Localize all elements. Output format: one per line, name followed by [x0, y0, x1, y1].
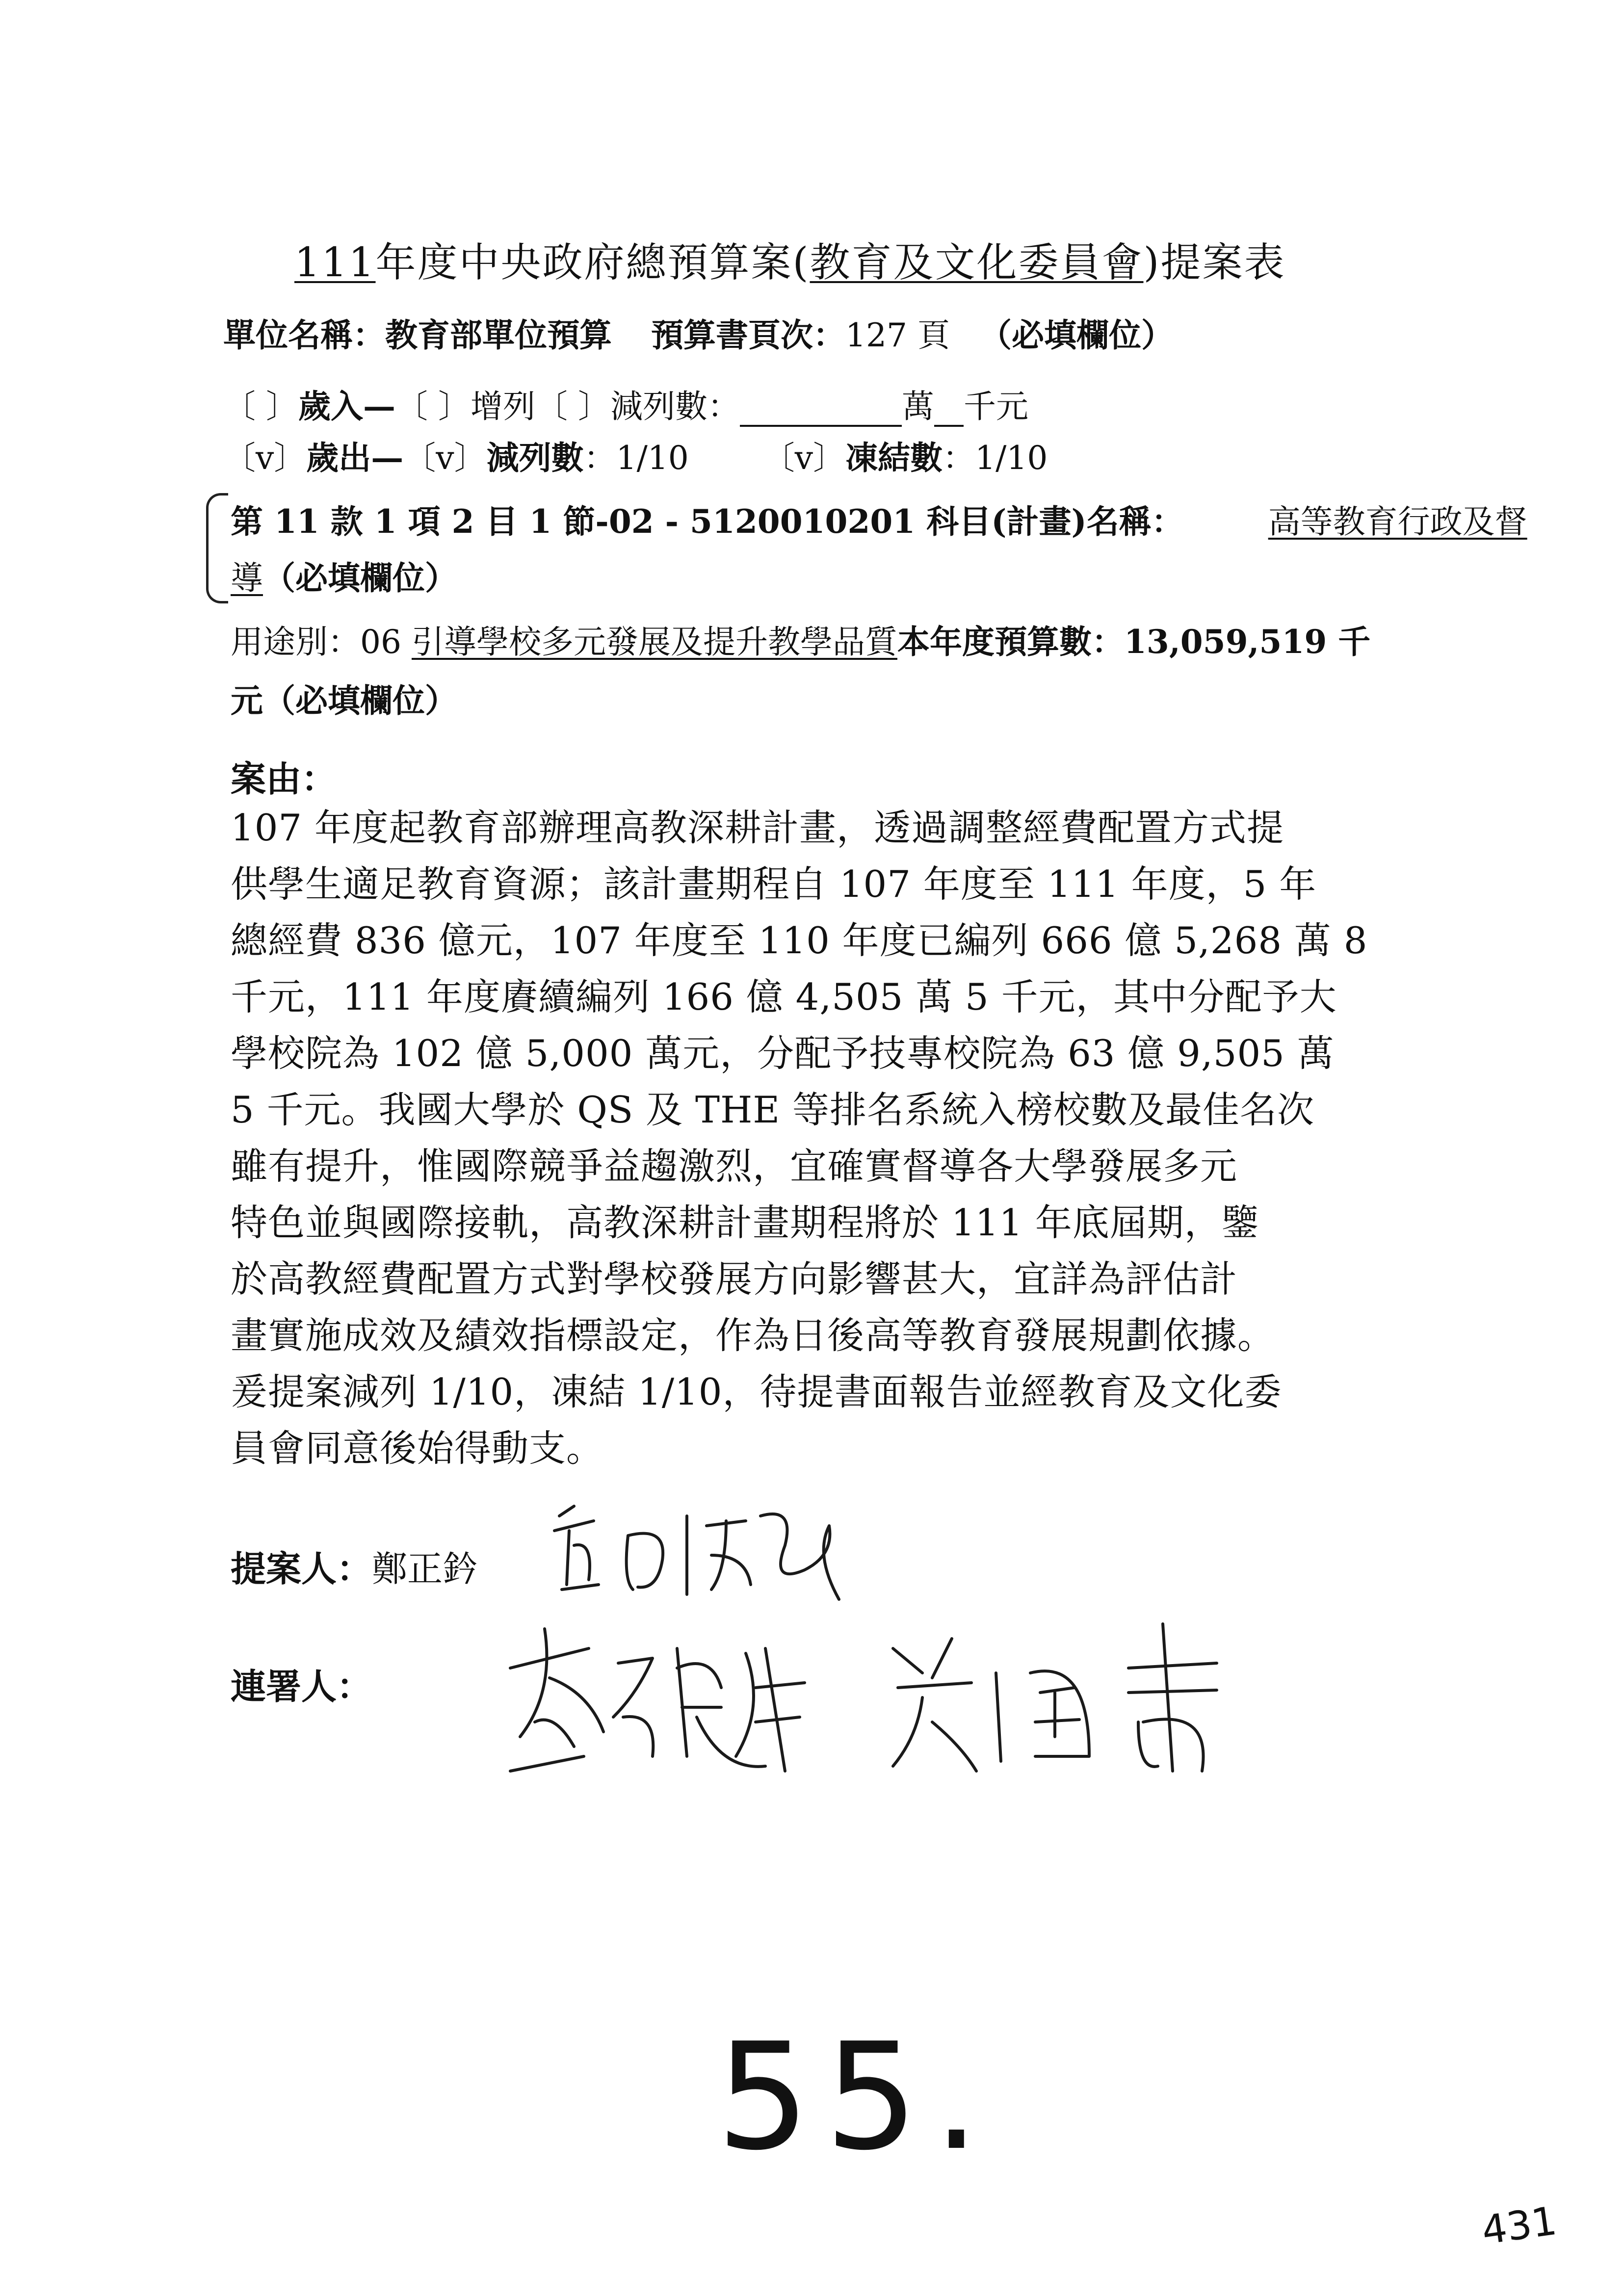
- reason-line: 畫實施成效及績效指標設定，作為日後高等教育發展規劃依據。: [231, 1314, 1275, 1357]
- title-committee: 教育及文化委員會: [810, 239, 1144, 286]
- revenue-decrease-label: 減列數：: [610, 388, 740, 425]
- cosigner-label: 連署人：: [231, 1666, 372, 1707]
- unit-name: 教育部單位預算: [385, 316, 612, 354]
- cut-checkbox: 〔v〕: [403, 439, 487, 477]
- revenue-decrease-checkbox: 〔 〕: [535, 388, 610, 425]
- proposer-row: [231, 1540, 478, 1592]
- reason-line: 雖有提升，惟國際競爭益趨激烈，宜確實督導各大學發展多元: [231, 1145, 1238, 1188]
- reason-heading: 案由：: [231, 758, 337, 800]
- reason-line: 員會同意後始得動支。: [231, 1427, 604, 1470]
- revenue-thousand-blank: [934, 387, 964, 427]
- usage-label: 用途別：06: [231, 623, 412, 661]
- archive-page-number: 431: [1479, 2197, 1560, 2254]
- handwritten-page-number: 55.: [716, 2011, 995, 2183]
- usage-required-note: （必填欄位）: [263, 681, 457, 720]
- budget-unit: 元: [231, 681, 263, 720]
- revenue-amount-blank: [740, 387, 902, 427]
- title-year: 111: [294, 239, 376, 286]
- usage-name: 引導學校多元發展及提升教學品質: [411, 623, 897, 661]
- item-code: 第 11 款 1 項 2 目 1 節-02 - 5120010201 科目(計畫)名稱：: [231, 502, 1184, 541]
- reason-line: 千元，111 年度賡續編列 166 億 4,505 萬 5 千元，其中分配予大: [231, 975, 1337, 1018]
- unit-row: [223, 309, 1174, 356]
- cosigner-signatures: [491, 1609, 1325, 1796]
- reason-line: 爰提案減列 1/10，凍結 1/10，待提書面報告並經教育及文化委: [231, 1370, 1282, 1413]
- usage-row-continued: [231, 675, 457, 721]
- title-prefix: 年度中央政府總預算案(: [375, 239, 810, 286]
- item-name-part1: 高等教育行政及督: [1268, 503, 1527, 541]
- proposer-label: 提案人：: [231, 1548, 372, 1590]
- freeze-checkbox: 〔v〕: [762, 439, 846, 477]
- revenue-increase-checkbox: 〔 〕: [395, 388, 471, 425]
- reason-body: [231, 800, 1438, 1477]
- page-title: [294, 231, 1286, 288]
- item-name-part2: 導: [231, 559, 263, 597]
- expenditure-label: 歲出—: [306, 439, 404, 477]
- unit-label: 單位名稱：: [223, 316, 385, 354]
- reason-line: 總經費 836 億元，107 年度至 110 年度已編列 666 億 5,268 萬 8: [231, 919, 1368, 962]
- budget-label: 本年度預算數：13,059,519 千: [897, 623, 1371, 661]
- proposer-name: 鄭正鈐: [372, 1548, 478, 1590]
- revenue-label: 歲入—: [298, 387, 395, 425]
- proposer-signature: [540, 1487, 859, 1614]
- item-row: [231, 496, 1527, 542]
- reason-line: 107 年度起教育部辦理高教深耕計畫，透過調整經費配置方式提: [231, 806, 1284, 849]
- revenue-unit-thousand: 千元: [963, 388, 1028, 425]
- unit-required-note: （必填欄位）: [979, 316, 1174, 354]
- expenditure-checkbox: 〔v〕: [223, 439, 307, 477]
- page-ref-label: 預算書頁次：: [651, 316, 845, 354]
- cut-value: ：1/10: [583, 439, 689, 477]
- handwritten-bracket: [206, 493, 228, 603]
- cut-label: 減列數: [486, 439, 584, 477]
- usage-row: [231, 616, 1370, 662]
- freeze-value: ：1/10: [943, 439, 1048, 477]
- reason-line: 於高教經費配置方式對學校發展方向影響甚大，宜詳為評估計: [231, 1257, 1238, 1301]
- revenue-unit-wan: 萬: [901, 388, 934, 425]
- reason-line: 學校院為 102 億 5,000 萬元，分配予技專校院為 63 億 9,505 萬: [231, 1032, 1335, 1075]
- page-ref-value: 127 頁: [845, 316, 950, 354]
- item-required-note: （必填欄位）: [263, 559, 457, 597]
- reason-line: 特色並與國際接軌，高教深耕計畫期程將於 111 年底屆期，鑒: [231, 1201, 1259, 1244]
- revenue-checkbox: 〔 〕: [223, 388, 298, 425]
- reason-line: 供學生適足教育資源；該計畫期程自 107 年度至 111 年度，5 年: [231, 862, 1317, 906]
- title-suffix: )提案表: [1143, 239, 1286, 286]
- reason-line: 5 千元。我國大學於 QS 及 THE 等排名系統入榜校數及最佳名次: [231, 1088, 1314, 1131]
- revenue-increase-label: 增列: [470, 388, 535, 425]
- revenue-row: [223, 380, 1028, 427]
- expenditure-row: [223, 432, 1048, 478]
- freeze-label: 凍結數: [845, 439, 943, 477]
- item-row-continued: [231, 552, 457, 599]
